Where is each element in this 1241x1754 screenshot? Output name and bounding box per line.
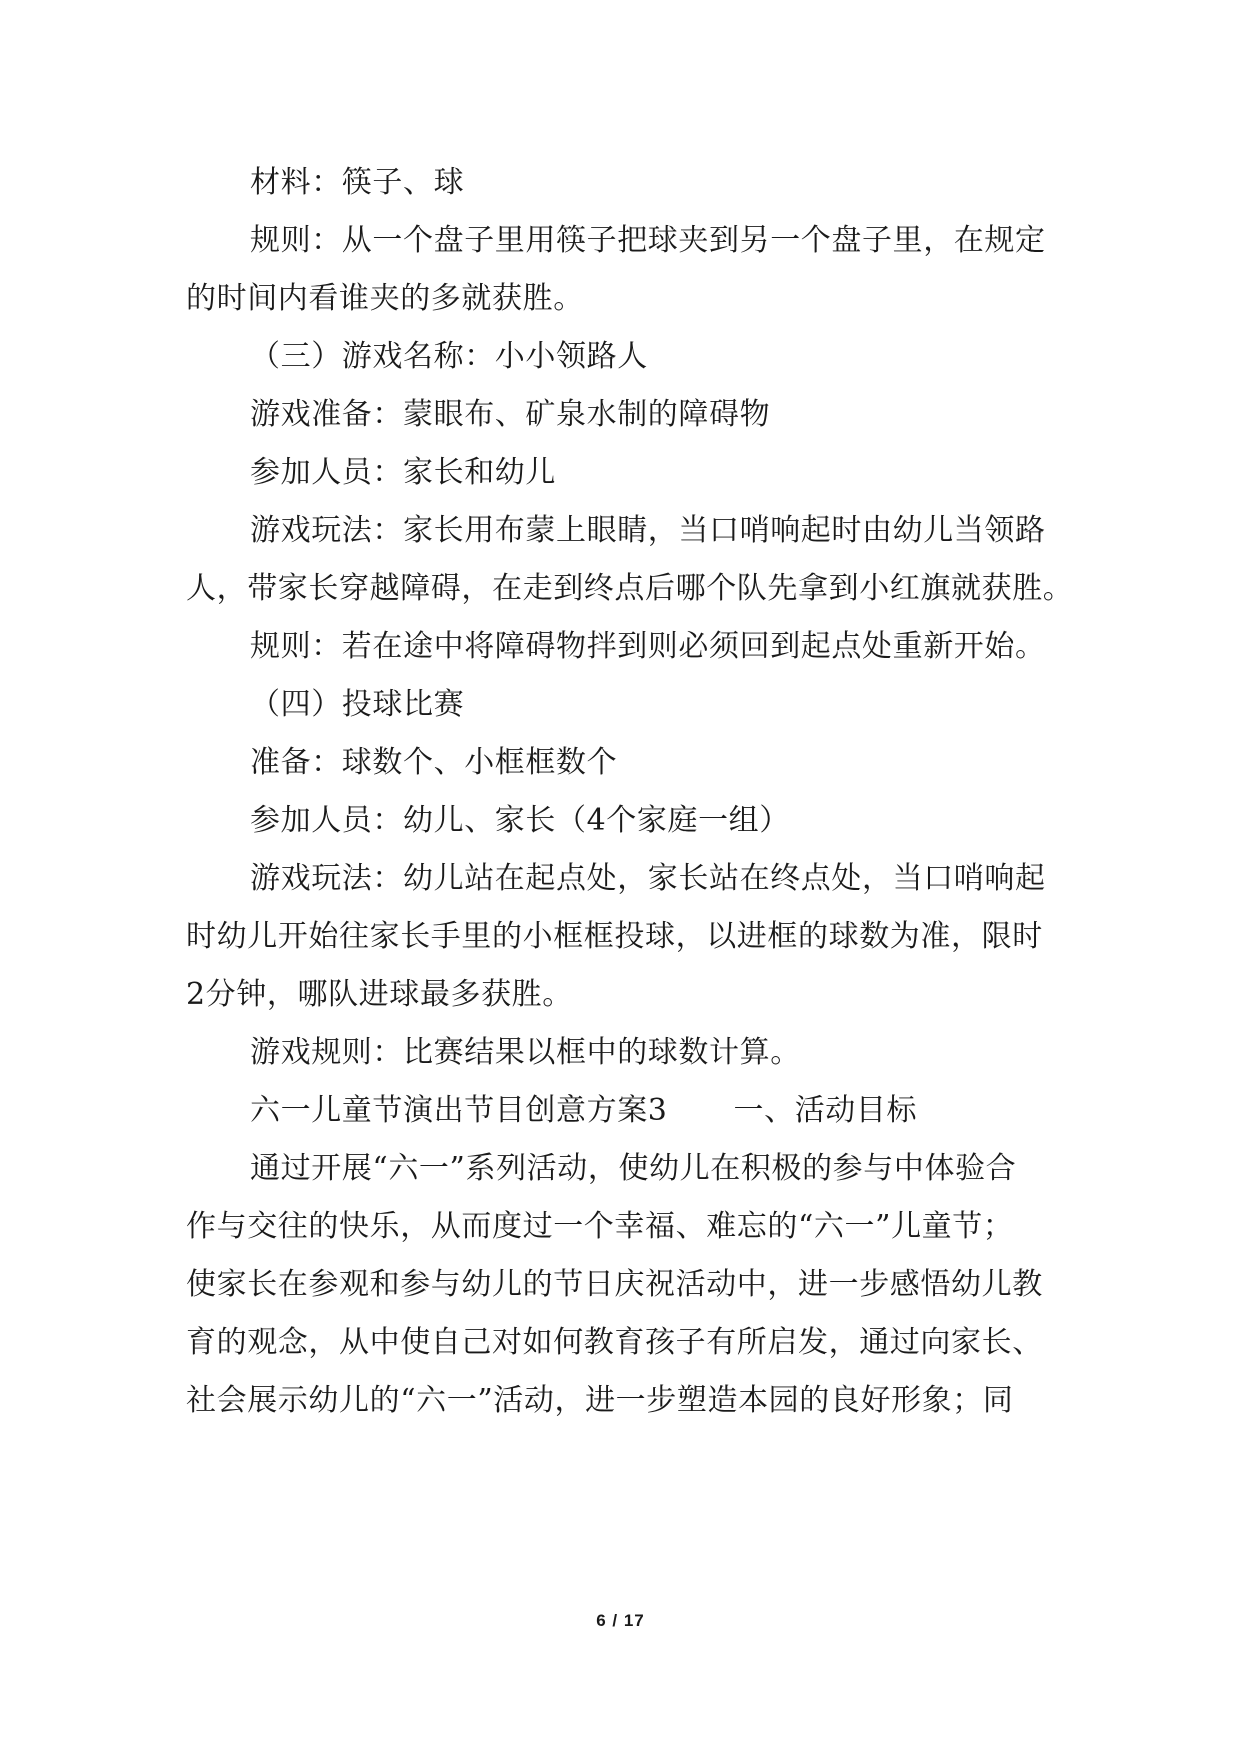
text-line-gameplay: 游戏玩法：家长用布蒙上眼睛，当口哨响起时由幼儿当领路	[250, 513, 1046, 548]
text-line-participants: 参加人员：家长和幼儿	[250, 455, 556, 490]
text-line-gameplay-throw-cont: 时幼儿开始往家长手里的小框框投球，以进框的球数为准，限时	[186, 919, 1043, 954]
text-line-goal-4: 育的观念，从中使自己对如何教育孩子有所启发，通过向家长、	[186, 1325, 1043, 1360]
text-line-rule-cont: 的时间内看谁夹的多就获胜。	[186, 281, 584, 316]
activity-goal-heading: 一、活动目标	[733, 1093, 918, 1128]
text-line-prep-balls: 准备：球数个、小框框数个	[250, 745, 618, 780]
page-number: 6 / 17	[596, 1611, 645, 1630]
text-line-game-rules: 游戏规则：比赛结果以框中的球数计算。	[250, 1035, 801, 1070]
text-line-goal-5: 社会展示幼儿的“六一”活动，进一步塑造本园的良好形象；同	[186, 1383, 1014, 1418]
plan-title: 六一儿童节演出节目创意方案3	[250, 1093, 668, 1128]
text-line-goal-3: 使家长在参观和参与幼儿的节日庆祝活动中，进一步感悟幼儿教	[186, 1267, 1043, 1302]
text-line-rule: 规则：从一个盘子里用筷子把球夹到另一个盘子里，在规定	[250, 223, 1046, 258]
text-line-rule-obstacle: 规则：若在途中将障碍物拌到则必须回到起点处重新开始。	[250, 629, 1046, 664]
section-heading-game-three: （三）游戏名称：小小领路人	[250, 339, 648, 374]
text-line-participants-families: 参加人员：幼儿、家长（4个家庭一组）	[250, 803, 790, 838]
text-line-materials: 材料：筷子、球	[250, 165, 465, 200]
section-heading-plan-three	[250, 1091, 917, 1131]
section-heading-game-four: （四）投球比赛	[250, 687, 465, 722]
text-line-goal-2: 作与交往的快乐，从而度过一个幸福、难忘的“六一”儿童节；	[186, 1209, 1014, 1244]
text-line-gameplay-throw-end: 2分钟，哪队进球最多获胜。	[186, 977, 573, 1012]
text-line-gameplay-cont: 人，带家长穿越障碍，在走到终点后哪个队先拿到小红旗就获胜。	[186, 571, 1074, 606]
text-line-gameplay-throw: 游戏玩法：幼儿站在起点处，家长站在终点处，当口哨响起	[250, 861, 1046, 896]
text-line-goal-1: 通过开展“六一”系列活动，使幼儿在积极的参与中体验合	[250, 1151, 1017, 1186]
text-line-game-prep: 游戏准备：蒙眼布、矿泉水制的障碍物	[250, 397, 771, 432]
